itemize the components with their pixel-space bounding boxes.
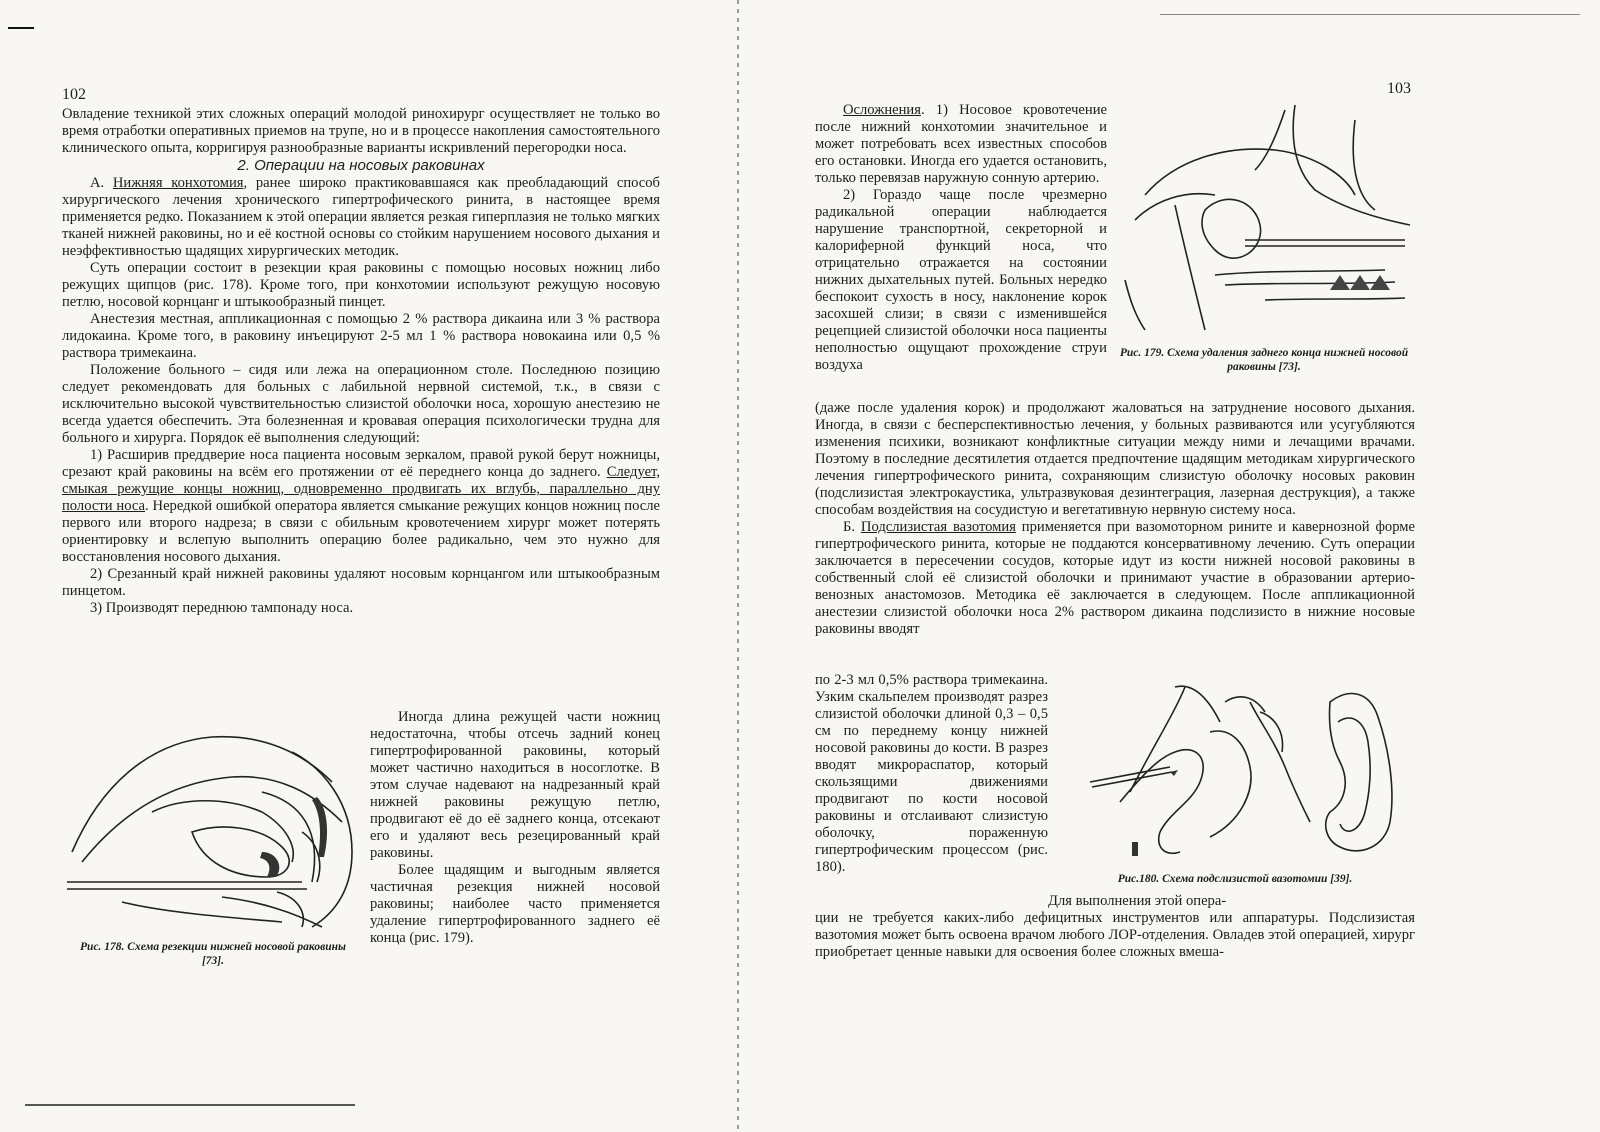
term-vasotomy: Подслизистая вазотомия xyxy=(860,519,1016,535)
vasotomy-procedure: по 2-3 мл 0,5% раствора тримекаина. Узким скальпелем производят разрез слизистой оболочки длиной 0,3 – 0,5 см по переднему концу нижней носовой раковины до кости. В разрез вводят микрораспатор, который скользящими движениями продвигают по кости носовой раковины и отслаивают слизистую оболочку, пораженную гипертрофическим процессом (рис. 180). xyxy=(815,672,1048,875)
paragraph-essence: Суть операции состоит в резекции края раковины с помощью носовых ножниц либо режущих щипцов (рис. 178). Кроме того, при конхотомии используют режущую носовую петлю, носовой корнцанг и штыкообразный пинцет. xyxy=(62,260,660,310)
figure-180-caption: Рис.180. Схема подслизистой вазотомии [39]. xyxy=(1117,873,1353,885)
figure-178-caption: Рис. 178. Схема резекции нижней носовой раковины [73]. xyxy=(80,941,346,967)
term-konchotomy: Нижняя конхотомия xyxy=(112,175,244,191)
section-title: 2. Операции на носовых раковинах xyxy=(237,157,485,174)
paragraph-a-prefix: А. xyxy=(90,175,113,191)
right-main-text xyxy=(815,400,1415,638)
right-final-text xyxy=(815,893,1415,961)
complication-1-body: . 1) Носовое кровотечение после нижний конхотомии значительное и может потребовать всех известных способов его остановки. Иногда его удается остановить, только перевязав наружную сонную артерию. xyxy=(815,102,1107,186)
paragraph-a-body: , ранее широко практиковавшаяся как преобладающий способ хирургического лечения хронического гипертрофического ринита, в настоящее время применяется редко. Показанием к этой операции является резкая гиперплазия не только мягких тканей нижней раковины, но и её костной основы со стойким нарушением носового дыхания и неэффективностью щадящих хирургических методик. xyxy=(62,175,660,259)
scan-mark-top-left xyxy=(8,27,34,29)
paragraph-anesthesia: Анестезия местная, аппликационная с помощью 2 % раствора дикаина или 3 % раствора лидокаина. Кроме того, в раковину инъецируют 2-5 мл 1 % раствора новокаина или 0,5 % раствора тримекаина. xyxy=(62,311,660,361)
scan-mark-top-right xyxy=(1160,14,1580,15)
final-paragraph-start xyxy=(815,893,1415,910)
right-complications-text xyxy=(815,102,1107,374)
paragraph-b-prefix: Б. xyxy=(843,519,861,535)
figure-178-nasal-section xyxy=(62,712,362,937)
left-main-text xyxy=(62,106,660,617)
figure-179-caption: Рис. 179. Схема удаления заднего конца нижней носовой раковины [73]. xyxy=(1119,347,1409,373)
paragraph-b-body: применяется при вазомоторном рините и кавернозной форме гипертрофического ринита, которые не поддаются консервативному лечению. Суть операции заключается в пересечении сосудов, которые идут из кости нижней носовой раковины в собственный слой её слизистой оболочки и принимают участие в образовании артерио-венозных анастомозов. Методика её заключается в следующем. После аппликационной анестезии слизистой оболочки носа 2% раствором дикаина подслизисто в нижние носовые раковины вводят xyxy=(815,519,1415,637)
step-1-start: 1) Расширив преддверие носа пациента носовым зеркалом, правой рукой берут ножницы, срезают край раковины на всём его протяжении от её переднего конца до заднего. xyxy=(62,447,660,480)
side-paragraph-1: Иногда длина режущей части ножниц недостаточна, чтобы отсечь задний конец гипертрофированной раковины, который может частично находиться в носоглотке. В этом случае надевают на надрезанный край нижней раковины режущую петлю, продвигают её до её заднего конца, отсекают его и удаляют весь резецированный край раковины. xyxy=(370,709,660,861)
page-number-left: 102 xyxy=(62,86,86,103)
complication-continuation: (даже после удаления корок) и продолжают жаловаться на затруднение носового дыхания. Иногда, в связи с бесперспективностью лечения, у больных развиваются или усугубляются изменения психики, возникают конфликтные ситуации между ними и лечащими врачами. Поэтому в последние десятилетия отдается предпочтение щадящим методикам хирургического лечения гипертрофического ринита, сохраняющим слизистую оболочку носовых раковин (подслизистая электрокаустика, ультразвуковая дезинтеграция, лазерная деструкция), а также способам воздействия на сосудистую и вегетативную нервную систему носа. xyxy=(815,400,1415,518)
intro-paragraph: Овладение техникой этих сложных операций молодой ринохирург осуществляет не только во время отработки оперативных приемов на трупе, но и в процессе накопления самостоятельного клинического опыта, корригируя разнообразные варианты искривлений перегородки носа. xyxy=(62,106,660,156)
complication-1 xyxy=(815,102,1107,187)
step-1 xyxy=(62,447,660,566)
term-complications: Осложнения xyxy=(843,102,921,118)
step-3: 3) Производят переднюю тампонаду носа. xyxy=(90,600,354,616)
figure-179-turbinate-removal xyxy=(1115,100,1415,340)
figure-180-vasotomy xyxy=(1060,672,1415,867)
final-paragraph-indent: Для выполнения этой опера- xyxy=(1048,893,1227,909)
complication-2: 2) Гораздо чаще после чрезмерно радикальной операции наблюдается нарушение транспортной, секреторной и калориферной функций носа, что отрицательно отражается на состоянии нижних дыхательных путей. Больных нередко беспокоит сухость в носу, наклонение корок засохшей слизи; в связи с изменившейся рецепцией слизистой оболочки носа пациенты неполностью ощущают прохождение струи воздуха xyxy=(815,187,1107,373)
paragraph-b xyxy=(815,519,1415,638)
step-1-end: . Нередкой ошибкой оператора является смыкание режущих концов ножниц после первого или второго надреза; в связи с обильным кровотечением хирург может потерять ориентировку и вслепую выполнить операцию более радикально, чем это нужно для восстановления носового дыхания. xyxy=(62,498,661,565)
scan-mark-bottom-left xyxy=(25,1104,355,1106)
page-number-right: 103 xyxy=(1387,80,1411,97)
paragraph-position: Положение больного – сидя или лежа на операционном столе. Последнюю позицию следует рекомендовать для больных с лабильной нервной системой, т.к., в связи с исключительно высокой чувствительностью слизистой оболочки носа, хорошую анестезию не всегда удается обеспечить. Эта болезненная и кровавая операция психологически трудна для больного и хирурга. Порядок её выполнения следующий: xyxy=(62,362,660,446)
side-paragraph-2: Более щадящим и выгодным является частичная резекция нижней носовой раковины; наиболее часто применяется удаление гипертрофированного заднего её конца (рис. 179). xyxy=(370,862,660,946)
step-2: 2) Срезанный край нижней раковины удаляют носовым корнцангом или штыкообразным пинцетом. xyxy=(62,566,660,599)
final-paragraph-rest: ции не требуется каких-либо дефицитных инструментов или аппаратуры. Подслизистая вазотомия может быть освоена врачом любого ЛОР-отделения. Овладев этой операцией, хирург приобретает ценные навыки для освоения более сложных вмеша- xyxy=(815,910,1415,960)
paragraph-a xyxy=(62,175,660,260)
left-side-text xyxy=(370,709,660,947)
right-side-text xyxy=(815,672,1048,876)
step-1-emphasis: Следует, смыкая режущие концы ножниц, одновременно продвигать их вглубь, параллельно дну полости носа xyxy=(62,464,660,514)
book-gutter xyxy=(737,0,739,1132)
